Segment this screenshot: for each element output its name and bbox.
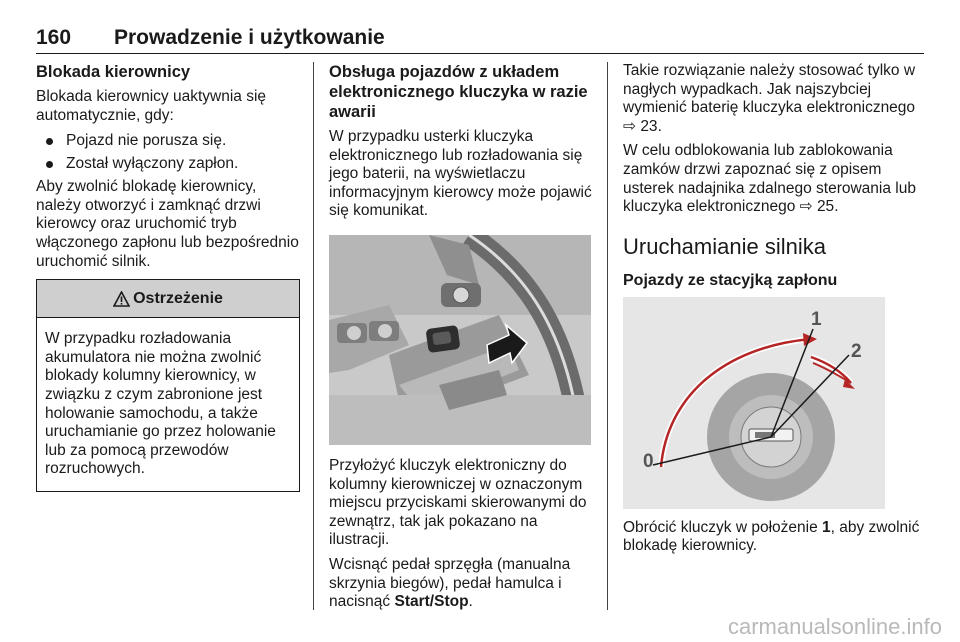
list-item: Pojazd nie porusza się. (36, 131, 300, 151)
ignition-position-1: 1 (811, 308, 822, 330)
page-ref-arrow-icon: ⇨ (799, 198, 813, 216)
heading-emergency-key: Obsługa pojazdów z układem elektronicznego kluczyka w razie awarii (329, 63, 588, 121)
ignition-position-2: 2 (851, 340, 862, 362)
release-text: Aby zwolnić blokadę kierownicy, należy otworzyć i zamknąć drzwi kierowcy oraz uruchomić tryb włączonego zapłonu lub bezpośrednio uruchomić silnik. (36, 178, 299, 270)
header-rule (36, 53, 924, 54)
column-1 (36, 62, 300, 492)
ignition-switch-illustration (623, 297, 885, 509)
ignition-position-0: 0 (643, 450, 654, 472)
warning-header (37, 280, 299, 318)
warning-box (36, 279, 300, 492)
intro-text: Blokada kierownicy uaktywnia się automatycznie, gdy: (36, 88, 267, 124)
pedal-instruction-text: Wcisnąć pedał sprzęgła (manualna skrzynia biegów), pedał hamulca i nacisnąć Start/Stop. (329, 555, 571, 611)
page-reference[interactable]: 23 (640, 117, 658, 135)
column-3 (623, 62, 923, 562)
watermark: carmanualsonline.info (727, 614, 942, 639)
emergency-note-text: Takie rozwiązanie należy stosować tylko w nagłych wypadkach. Jak najszybciej wymienić baterię kluczyka elektronicznego ⇨ 23. (623, 62, 916, 135)
warning-text: W przypadku rozładowania akumulatora nie można zwolnić blokady kolumny kierownicy, w związku z czym zabronione jest holowanie samochodu, a także uruchamianie go przez holowanie lub za pomocą przewodów rozruchowych. (45, 330, 276, 478)
door-lock-text: W celu odblokowania lub zablokowania zamków drzwi zapoznać się z opisem usterek nadajnika zdalnego sterowania lub kluczyka elektronicznego ⇨ 25. (623, 142, 916, 216)
column-divider-2 (607, 62, 608, 610)
warning-triangle-icon (113, 291, 130, 307)
position-1-label: 1 (822, 518, 831, 536)
key-failure-text: W przypadku usterki kluczyka elektronicznego lub rozładowania się jego baterii, na wyświetlaczu informacyjnym kierowcy może pojawić się komunikat. (329, 128, 592, 220)
steering-column-illustration (329, 235, 591, 445)
turn-key-text: Obrócić kluczyk w położenie 1, aby zwolnić blokadę kierownicy. (623, 518, 920, 555)
section-title: Prowadzenie i użytkowanie (114, 26, 385, 49)
list-item: Został wyłączony zapłon. (36, 154, 300, 174)
column-divider-1 (313, 62, 314, 610)
key-placement-text: Przyłożyć kluczyk elektroniczny do kolumny kierowniczej w oznaczonym miejscu przyciskami skierowanymi do zewnątrz, tak jak pokazano na ilustracji. (329, 456, 587, 549)
heading-steering-lock: Blokada kierownicy (36, 63, 191, 81)
page-ref-arrow-icon: ⇨ (623, 117, 636, 135)
page-reference[interactable]: 25 (816, 198, 835, 216)
page-header (36, 26, 924, 50)
bullet-list (36, 131, 300, 174)
warning-title: Ostrzeżenie (133, 289, 223, 307)
heading-engine-start: Uruchamianie silnika (623, 233, 826, 259)
start-stop-label: Start/Stop (394, 593, 469, 611)
bullet-icon (46, 138, 53, 145)
bullet-icon (46, 161, 53, 168)
subheading-ignition: Pojazdy ze stacyjką zapłonu (623, 271, 838, 289)
page-number: 160 (36, 26, 72, 49)
column-2 (329, 62, 595, 618)
